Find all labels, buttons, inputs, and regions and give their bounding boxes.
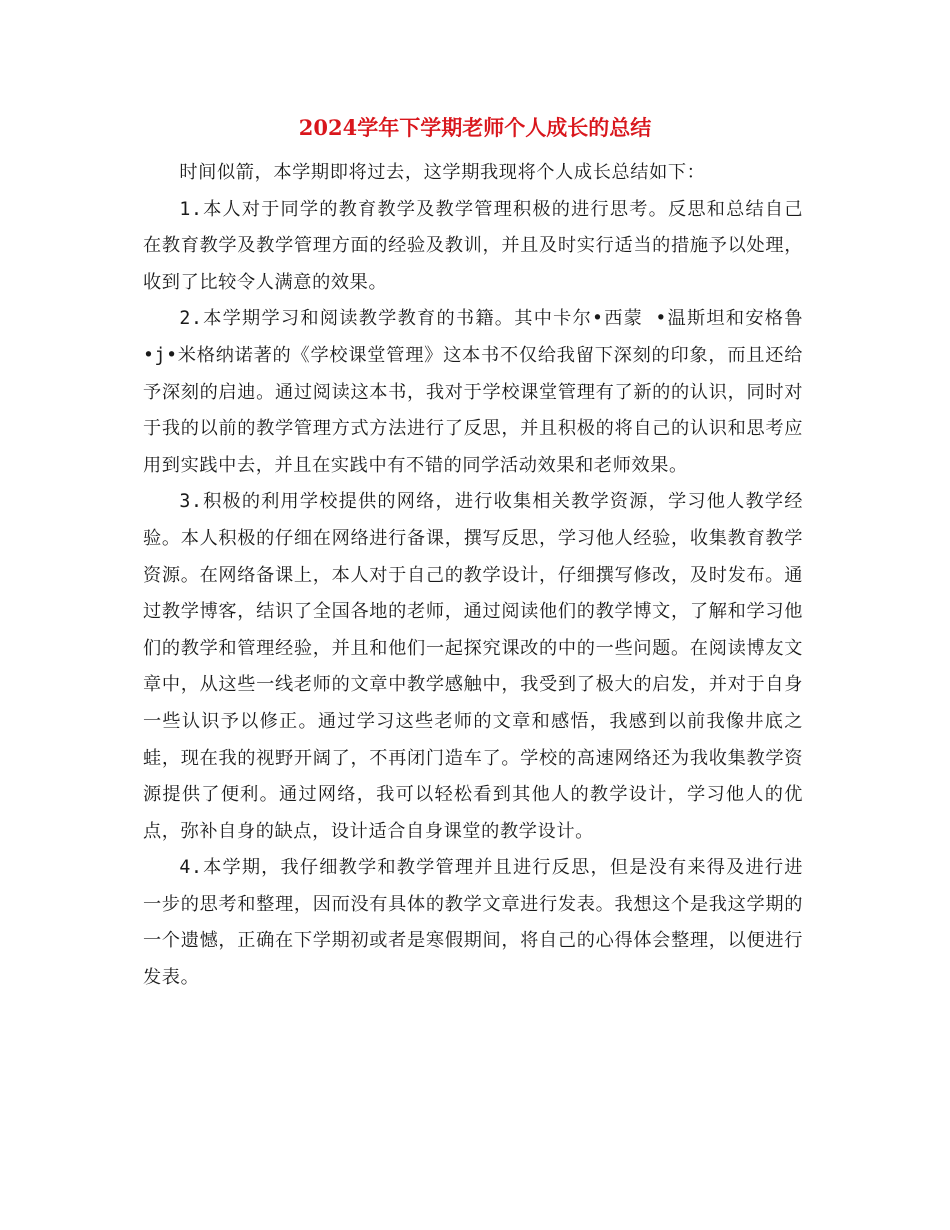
paragraph-point-1: 1.本人对于同学的教育教学及教学管理积极的进行思考。反思和总结自己在教育教学及教学管理方面的经验及教训，并且及时实行适当的措施予以处理，收到了比较令人满意的效果。 (143, 198, 803, 293)
document-body (143, 155, 803, 997)
document-title: 2024学年下学期老师个人成长的总结 (298, 115, 652, 140)
paragraph-point-3: 3.积极的利用学校提供的网络，进行收集相关教学资源，学习他人教学经验。本人积极的仔细在网络进行备课，撰写反思，学习他人经验，收集教育教学资源。在网络备课上，本人对于自己的教学设计，仔细撰写修改，及时发布。通过教学博客，结识了全国各地的老师，通过阅读他们的教学博文，了解和学习他们的教学和管理经验，并且和他们一起探究课改的中的一些问题。在阅读博友文章中，从这些一线老师的文章中教学感触中，我受到了极大的启发，并对于自身一些认识予以修正。通过学习这些老师的文章和感悟，我感到以前我像井底之蛙，现在我的视野开阔了，不再闭门造车了。学校的高速网络还为我收集教学资源提供了便利。通过网络，我可以轻松看到其他人的教学设计，学习他人的优点，弥补自身的缺点，设计适合自身课堂的教学设计。 (143, 491, 803, 842)
paragraph-point-4: 4.本学期，我仔细教学和教学管理并且进行反思，但是没有来得及进行进一步的思考和整理，因而没有具体的教学文章进行发表。我想这个是我这学期的一个遗憾，正确在下学期初或者是寒假期间，将自己的心得体会整理，以便进行发表。 (143, 857, 803, 989)
paragraph-intro: 时间似箭，本学期即将过去，这学期我现将个人成长总结如下： (179, 162, 706, 183)
paragraph-point-2: 2.本学期学习和阅读教学教育的书籍。其中卡尔•西蒙 •温斯坦和安格鲁•j•米格纳诺著的《学校课堂管理》这本书不仅给我留下深刻的印象，而且还给予深刻的启迪。通过阅读这本书，我对于学校课堂管理有了新的的认识，同时对于我的以前的教学管理方式方法进行了反思，并且积极的将自己的认识和思考应用到实践中去，并且在实践中有不错的同学活动效果和老师效果。 (143, 308, 803, 476)
